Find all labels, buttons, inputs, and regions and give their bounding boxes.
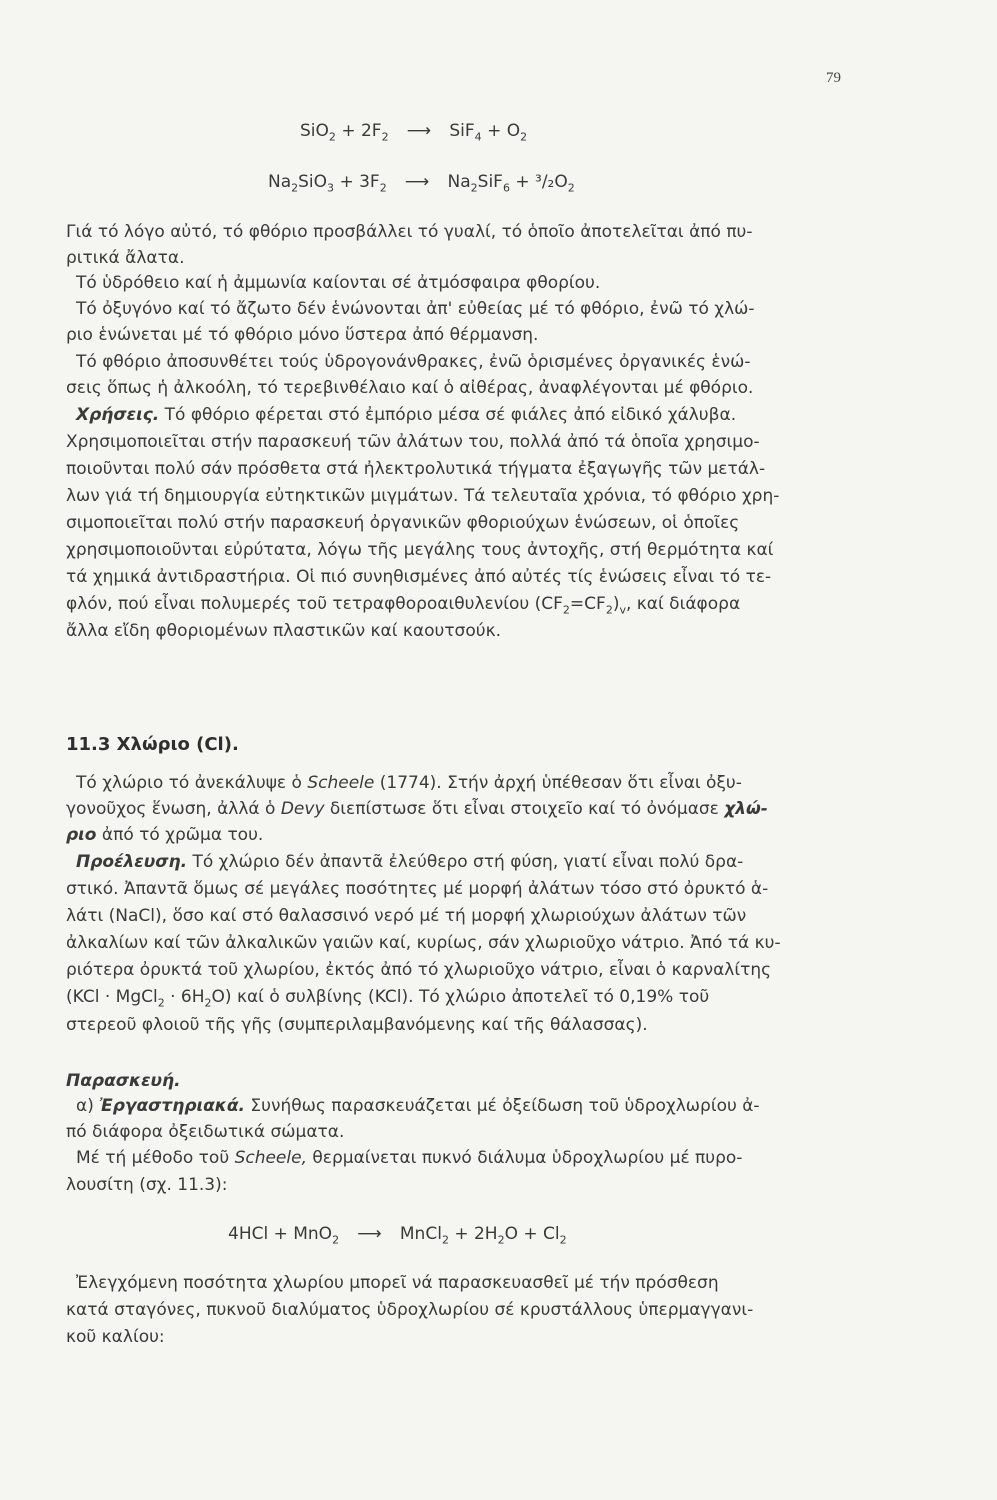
text-line: Προέλευση. Τό χλώριο δέν ἀπαντᾶ ἐλεύθερο στή φύση, γιατί εἶναι πολύ δρα-	[76, 852, 744, 872]
text-line: τά χημικά ἀντιδραστήρια. Οἱ πιό συνηθισμένες ἀπό αὐτές τίς ἑνώσεις εἶναι τό τε-	[66, 567, 772, 587]
origin-subheading: Προέλευση.	[76, 852, 188, 872]
text-line: Χρησιμοποιεῖται στήν παρασκευή τῶν ἀλάτων του, πολλά ἀπό τά ὁποῖα χρησιμο-	[66, 432, 760, 452]
text-line: Τό ὀξυγόνο καί τό ἄζωτο δέν ἑνώνονται ἀπ' εὐθείας μέ τό φθόριο, ἐνῶ τό χλώ-	[76, 299, 755, 319]
text-line: ριτικά ἄλατα.	[66, 248, 185, 268]
text-line: ἄλλα εἴδη φθοριομένων πλαστικῶν καί καουτσούκ.	[66, 621, 501, 641]
text-line: γονοῦχος ἕνωση, ἀλλά ὁ Devy διεπίστωσε ὅτι εἶναι στοιχεῖο καί τό ὀνόμασε χλώ-	[66, 799, 768, 819]
text-line: Μέ τή μέθοδο τοῦ Scheele, θερμαίνεται πυκνό διάλυμα ὑδροχλωρίου μέ πυρο-	[76, 1148, 743, 1168]
text-line: Γιά τό λόγο αὐτό, τό φθόριο προσβάλλει τό γυαλί, τό ὁποῖο ἀποτελεῖται ἀπό πυ-	[66, 222, 753, 242]
text-line: στερεοῦ φλοιοῦ τῆς γῆς (συμπεριλαμβανόμενης καί τῆς θάλασσας).	[66, 1015, 648, 1035]
equation-2: $Na_2SiO_3 + 3F_2$ ⟶ $Na_2SiF_6 + ^3/_2O_2$	[268, 172, 575, 195]
text-line: Τό φθόριο ἀποσυνθέτει τούς ὑδρογονάνθρακες, ἐνῶ ὁρισμένες ὀργανικές ἑνώ-	[76, 352, 751, 372]
text-line: λάτι (NaCl), ὅσο καί στό θαλασσινό νερό μέ τή μορφή χλωριούχων ἀλάτων τῶν	[66, 906, 747, 926]
text-line: Χρήσεις. Τό φθόριο φέρεται στό ἐμπόριο μέσα σέ φιάλες ἀπό εἰδικό χάλυβα.	[76, 405, 737, 425]
text-line	[66, 1069, 856, 1093]
text-line: στικό. Ἀπαντᾶ ὅμως σέ μεγάλες ποσότητες μέ μορφή ἀλάτων τόσο στό ὀρυκτό ἁ-	[66, 879, 769, 899]
text-line: ριότερα ὀρυκτά τοῦ χλωρίου, ἐκτός ἀπό τό χλωριοῦχο νάτριο, εἶναι ὁ καρναλίτης	[66, 960, 772, 980]
text-line: α) Ἐργαστηριακά. Συνήθως παρασκευάζεται μέ ὀξείδωση τοῦ ὑδροχλωρίου ἀ-	[76, 1096, 760, 1116]
uses-subheading: Χρήσεις.	[76, 405, 160, 425]
text-line: ριο ἑνώνεται μέ τό φθόριο μόνο ὕστερα ἀπό θέρμανση.	[66, 325, 539, 345]
text-line: λων γιά τή δημιουργία εὐτηκτικῶν μιγμάτων. Τά τελευταῖα χρόνια, τό φθόριο χρη-	[66, 486, 780, 506]
text-line: σεις ὅπως ἡ ἀλκοόλη, τό τερεβινθέλαιο καί ὁ αἰθέρας, ἀναφλέγονται μέ φθόριο.	[66, 378, 754, 398]
text-line: ριο ἀπό τό χρῶμα του.	[66, 825, 264, 845]
equation-1: $SiO_2 + 2F_2$ ⟶ $SiF_4 + O_2$	[300, 121, 528, 144]
text-line: Τό χλώριο τό ἀνεκάλυψε ὁ Scheele (1774). Στήν ἀρχή ὑπέθεσαν ὅτι εἶναι ὀξυ-	[76, 773, 742, 793]
text-line: φλόν, πού εἶναι πολυμερές τοῦ τετραφθοροαιθυλενίου $(CF_2=CF_2)_v$, καί διάφορα	[66, 594, 741, 617]
text-line: χρησιμοποιοῦνται εὐρύτατα, λόγω τῆς μεγάλης τους ἀντοχῆς, στή θερμότητα καί	[66, 540, 774, 560]
text-line: κοῦ καλίου:	[66, 1327, 165, 1347]
text-line: ποιοῦνται πολύ σάν πρόσθετα στά ἠλεκτρολυτικά τήγματα ἐξαγωγῆς τῶν μετάλ-	[66, 459, 766, 479]
text-line: λουσίτη (σχ. 11.3):	[66, 1175, 228, 1195]
text-line: ἀλκαλίων καί τῶν ἀλκαλικῶν γαιῶν καί, κυρίως, σάν χλωριοῦχο νάτριο. Ἀπό τά κυ-	[66, 933, 781, 953]
text-line: κατά σταγόνες, πυκνοῦ διαλύματος ὑδροχλωρίου σέ κρυστάλλους ὑπερμαγγανι-	[66, 1300, 754, 1320]
text-line: Ἐλεγχόμενη ποσότητα χλωρίου μπορεῖ νά παρασκευασθεῖ μέ τήν πρόσθεση	[76, 1273, 719, 1293]
text-line: σιμοποιεῖται πολύ στήν παρασκευή ὀργανικῶν φθοριούχων ἑνώσεων, οἱ ὁποῖες	[66, 513, 740, 533]
text-line: Τό ὑδρόθειο καί ἡ ἀμμωνία καίονται σέ ἀτμόσφαιρα φθορίου.	[76, 273, 601, 293]
text-line: (KCl · MgCl$_2$ · $6H_2O$) καί ὁ συλβίνης (KCl). Τό χλώριο ἀποτελεῖ τό 0,19% τοῦ	[66, 987, 710, 1010]
text-line: πό διάφορα ὀξειδωτικά σώματα.	[66, 1122, 345, 1142]
section-heading: 11.3 Χλώριο (Cl).	[66, 734, 239, 755]
preparation-subheading: Παρασκευή.	[66, 1071, 181, 1091]
page-number: 79	[826, 70, 841, 86]
equation-3: 4HCl + MnO$_2$ ⟶ MnCl$_2$ + $2H_2O + Cl_2$	[228, 1224, 567, 1247]
